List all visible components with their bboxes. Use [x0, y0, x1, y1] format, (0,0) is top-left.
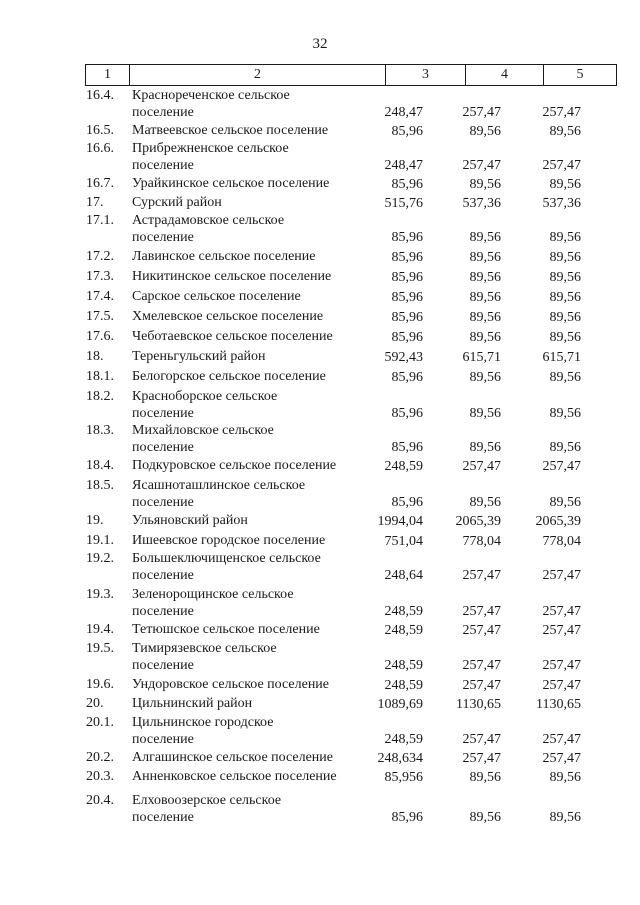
row-name: Цильнинское городское поселение — [132, 715, 274, 747]
table-row — [0, 639, 640, 674]
row-value-col-3: 248,59 — [384, 658, 423, 673]
row-value-col-4: 89,56 — [469, 230, 501, 245]
row-value-col-4: 89,56 — [469, 810, 501, 825]
row-value-col-4: 257,47 — [462, 568, 501, 583]
row-value-col-5: 537,36 — [542, 196, 581, 211]
row-name: Ульяновский район — [132, 513, 248, 528]
row-number: 17.3. — [86, 269, 114, 284]
row-value-col-4: 257,47 — [462, 678, 501, 693]
row-name: Елховоозерское сельское поселение — [132, 793, 282, 825]
row-number: 20. — [86, 696, 104, 711]
row-number: 17.5. — [86, 309, 114, 324]
row-value-col-3: 85,96 — [391, 310, 423, 325]
row-value-col-5: 1130,65 — [536, 697, 581, 712]
row-value-col-4: 257,47 — [462, 105, 501, 120]
row-value-col-4: 89,56 — [469, 330, 501, 345]
table-row — [0, 327, 640, 346]
row-value-col-3: 248,47 — [384, 158, 423, 173]
table-row — [0, 531, 640, 550]
row-value-col-3: 248,59 — [384, 604, 423, 619]
table-row — [0, 347, 640, 366]
row-value-col-5: 89,56 — [549, 810, 581, 825]
row-value-col-3: 248,47 — [384, 105, 423, 120]
row-value-col-4: 1130,65 — [456, 697, 501, 712]
table-row — [0, 211, 640, 246]
row-value-col-4: 257,47 — [462, 604, 501, 619]
row-name: Тимирязевское сельское поселение — [132, 641, 277, 673]
row-value-col-5: 89,56 — [549, 177, 581, 192]
row-name: Хмелевское сельское поселение — [132, 309, 324, 324]
table-row — [0, 767, 640, 786]
row-number: 17. — [86, 195, 104, 210]
row-number: 16.7. — [86, 176, 114, 191]
row-value-col-3: 248,59 — [384, 732, 423, 747]
row-value-col-4: 89,56 — [469, 440, 501, 455]
row-value-col-4: 89,56 — [469, 270, 501, 285]
row-name: Михайловское сельское поселение — [132, 423, 274, 455]
table-row — [0, 86, 640, 121]
row-number: 19.5. — [86, 641, 114, 656]
row-value-col-4: 89,56 — [469, 495, 501, 510]
table-row — [0, 511, 640, 530]
row-value-col-5: 257,47 — [542, 732, 581, 747]
table-row — [0, 694, 640, 713]
row-name: Ишеевское городское поселение — [132, 533, 326, 548]
header-col-3: 3 — [386, 65, 466, 86]
row-name: Краснореченское сельское поселение — [132, 88, 290, 120]
row-value-col-5: 89,56 — [549, 370, 581, 385]
row-value-col-4: 257,47 — [462, 751, 501, 766]
table-row — [0, 421, 640, 456]
row-number: 17.2. — [86, 249, 114, 264]
row-value-col-4: 89,56 — [469, 370, 501, 385]
row-value-col-5: 257,47 — [542, 459, 581, 474]
row-value-col-4: 89,56 — [469, 124, 501, 139]
row-value-col-3: 751,04 — [384, 534, 423, 549]
row-number: 18.4. — [86, 458, 114, 473]
table-row — [0, 456, 640, 475]
row-value-col-4: 89,56 — [469, 406, 501, 421]
row-name: Ундоровское сельское поселение — [132, 677, 330, 692]
row-value-col-4: 257,47 — [462, 732, 501, 747]
row-number: 19.1. — [86, 533, 114, 548]
row-value-col-4: 257,47 — [462, 459, 501, 474]
row-value-col-4: 89,56 — [469, 770, 501, 785]
row-name: Подкуровское сельское поселение — [132, 458, 337, 473]
row-value-col-4: 89,56 — [469, 177, 501, 192]
table-row — [0, 287, 640, 306]
row-value-col-5: 257,47 — [542, 568, 581, 583]
table-row — [0, 174, 640, 193]
row-value-col-3: 85,96 — [391, 370, 423, 385]
row-value-col-4: 778,04 — [462, 534, 501, 549]
row-value-col-3: 85,96 — [391, 440, 423, 455]
row-name: Зеленорощинское сельское поселение — [132, 587, 294, 619]
row-value-col-3: 85,96 — [391, 250, 423, 265]
row-name: Красноборское сельское поселение — [132, 389, 278, 421]
row-name: Ясашноташлинское сельское поселение — [132, 478, 306, 510]
row-value-col-4: 89,56 — [469, 310, 501, 325]
row-number: 20.4. — [86, 793, 114, 808]
header-col-2: 2 — [130, 65, 386, 86]
row-name: Тереньгульский район — [132, 349, 266, 364]
table-row — [0, 307, 640, 326]
row-name: Анненковское сельское поселение — [132, 769, 337, 784]
row-value-col-3: 85,956 — [384, 770, 423, 785]
row-value-col-3: 85,96 — [391, 810, 423, 825]
row-value-col-5: 89,56 — [549, 330, 581, 345]
table-row — [0, 748, 640, 767]
table-row — [0, 367, 640, 386]
row-value-col-5: 257,47 — [542, 678, 581, 693]
table-header — [85, 64, 617, 86]
row-number: 18.3. — [86, 423, 114, 438]
row-name: Матвеевское сельское поселение — [132, 123, 329, 138]
row-number: 19.6. — [86, 677, 114, 692]
row-value-col-3: 85,96 — [391, 290, 423, 305]
row-value-col-3: 85,96 — [391, 124, 423, 139]
table-row — [0, 585, 640, 620]
row-number: 20.1. — [86, 715, 114, 730]
row-value-col-5: 257,47 — [542, 658, 581, 673]
table-row — [0, 791, 640, 826]
row-number: 17.6. — [86, 329, 114, 344]
table-row — [0, 193, 640, 212]
table-row — [0, 549, 640, 584]
row-value-col-4: 89,56 — [469, 290, 501, 305]
row-value-col-5: 778,04 — [542, 534, 581, 549]
row-value-col-5: 89,56 — [549, 250, 581, 265]
table-row — [0, 267, 640, 286]
header-col-5: 5 — [544, 65, 617, 86]
header-col-1: 1 — [86, 65, 130, 86]
row-name: Сурский район — [132, 195, 222, 210]
table-row — [0, 476, 640, 511]
row-number: 17.1. — [86, 213, 114, 228]
row-name: Урайкинское сельское поселение — [132, 176, 330, 191]
row-value-col-4: 2065,39 — [455, 514, 501, 529]
row-name: Лавинское сельское поселение — [132, 249, 316, 264]
row-number: 19.4. — [86, 622, 114, 637]
row-value-col-5: 89,56 — [549, 124, 581, 139]
row-value-col-3: 85,96 — [391, 230, 423, 245]
row-value-col-3: 248,634 — [377, 751, 423, 766]
row-number: 20.3. — [86, 769, 114, 784]
row-value-col-3: 592,43 — [384, 350, 423, 365]
row-value-col-4: 89,56 — [469, 250, 501, 265]
row-name: Белогорское сельское поселение — [132, 369, 326, 384]
row-name: Алгашинское сельское поселение — [132, 750, 334, 765]
row-number: 18.5. — [86, 478, 114, 493]
row-value-col-5: 89,56 — [549, 290, 581, 305]
row-number: 19.2. — [86, 551, 114, 566]
table-row — [0, 247, 640, 266]
row-value-col-4: 615,71 — [462, 350, 501, 365]
row-number: 18.2. — [86, 389, 114, 404]
row-value-col-4: 257,47 — [462, 158, 501, 173]
row-value-col-5: 257,47 — [542, 751, 581, 766]
row-value-col-5: 257,47 — [542, 105, 581, 120]
row-value-col-5: 89,56 — [549, 270, 581, 285]
row-value-col-5: 89,56 — [549, 495, 581, 510]
row-value-col-3: 85,96 — [391, 177, 423, 192]
table-row — [0, 620, 640, 639]
row-number: 17.4. — [86, 289, 114, 304]
row-value-col-3: 248,64 — [384, 568, 423, 583]
row-number: 18. — [86, 349, 104, 364]
row-number: 20.2. — [86, 750, 114, 765]
row-value-col-3: 1994,04 — [377, 514, 423, 529]
row-value-col-5: 257,47 — [542, 604, 581, 619]
row-number: 16.4. — [86, 88, 114, 103]
row-number: 18.1. — [86, 369, 114, 384]
row-value-col-5: 89,56 — [549, 310, 581, 325]
row-value-col-3: 248,59 — [384, 678, 423, 693]
row-value-col-5: 615,71 — [542, 350, 581, 365]
row-value-col-5: 257,47 — [542, 623, 581, 638]
row-value-col-3: 85,96 — [391, 495, 423, 510]
row-value-col-5: 89,56 — [549, 770, 581, 785]
row-name: Чеботаевское сельское поселение — [132, 329, 333, 344]
row-value-col-4: 257,47 — [462, 658, 501, 673]
row-value-col-5: 89,56 — [549, 230, 581, 245]
table-row — [0, 675, 640, 694]
row-number: 16.6. — [86, 141, 114, 156]
row-value-col-5: 2065,39 — [535, 514, 581, 529]
row-number: 19. — [86, 513, 104, 528]
row-name: Сарское сельское поселение — [132, 289, 301, 304]
row-value-col-4: 257,47 — [462, 623, 501, 638]
row-name: Большеключищенское сельское поселение — [132, 551, 321, 583]
row-name: Цильнинский район — [132, 696, 253, 711]
row-value-col-5: 89,56 — [549, 406, 581, 421]
row-value-col-3: 85,96 — [391, 406, 423, 421]
table-row — [0, 713, 640, 748]
row-name: Тетюшское сельское поселение — [132, 622, 320, 637]
row-value-col-3: 248,59 — [384, 459, 423, 474]
row-value-col-5: 89,56 — [549, 440, 581, 455]
row-value-col-3: 248,59 — [384, 623, 423, 638]
page-number: 32 — [312, 36, 328, 52]
row-name: Астрадамовское сельское поселение — [132, 213, 285, 245]
header-col-4: 4 — [466, 65, 544, 86]
row-value-col-3: 515,76 — [384, 196, 423, 211]
row-value-col-3: 85,96 — [391, 330, 423, 345]
row-number: 19.3. — [86, 587, 114, 602]
row-value-col-3: 85,96 — [391, 270, 423, 285]
row-value-col-4: 537,36 — [462, 196, 501, 211]
row-name: Никитинское сельское поселение — [132, 269, 332, 284]
table-row — [0, 387, 640, 422]
row-value-col-5: 257,47 — [542, 158, 581, 173]
table-row — [0, 121, 640, 140]
table-row — [0, 139, 640, 174]
row-number: 16.5. — [86, 123, 114, 138]
row-value-col-3: 1089,69 — [377, 697, 423, 712]
row-name: Прибрежненское сельское поселение — [132, 141, 289, 173]
